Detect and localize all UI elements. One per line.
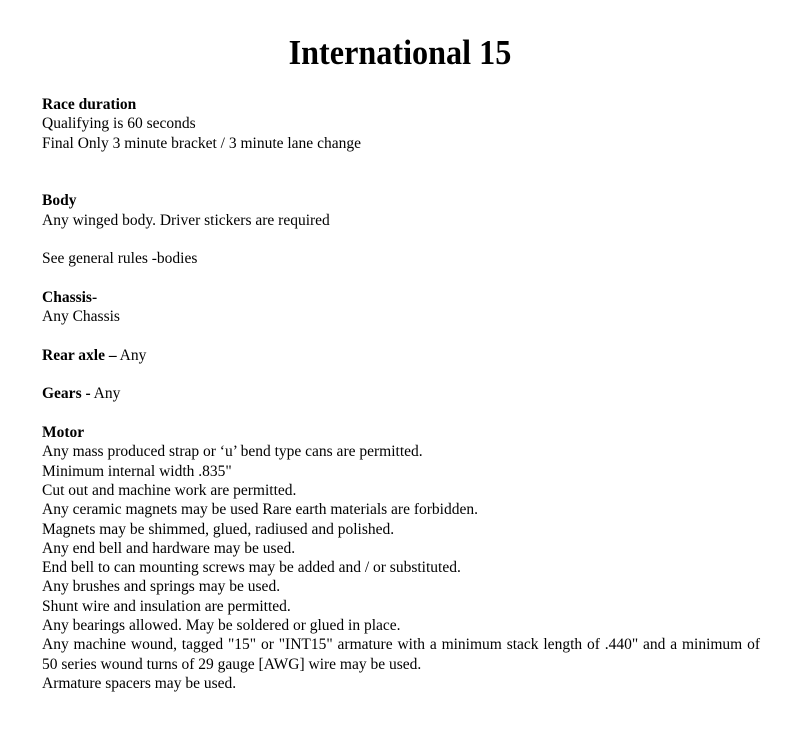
motor-rule: Cut out and machine work are permitted. [42, 481, 297, 499]
motor-rule: Minimum internal width .835" [42, 462, 232, 480]
section-line: Final Only 3 minute bracket / 3 minute lane change [42, 134, 361, 152]
section-note: See general rules -bodies [42, 250, 198, 268]
motor-rule: Shunt wire and insulation are permitted. [42, 597, 291, 615]
section-value: Any [90, 385, 121, 403]
section-race-duration [42, 95, 760, 153]
motor-rule: Any mass produced strap or ‘u’ bend type cans are permitted. [42, 443, 423, 461]
spacer [42, 153, 760, 192]
section-value: Any [116, 346, 147, 364]
document-title: International 15 [288, 33, 512, 72]
section-rear-axle [42, 346, 760, 365]
motor-rule: Any bearings allowed. May be soldered or glued in place. [42, 617, 401, 635]
motor-rule: Any machine wound, tagged "15" or "INT15" armature with a minimum stack length of .440" and a minimum of 50 series wound turns of 29 gauge [AWG] wire may be used. [42, 636, 760, 673]
motor-rule: Any brushes and springs may be used. [42, 578, 281, 596]
spacer [42, 230, 760, 249]
section-heading: Chassis- [42, 288, 98, 306]
spacer [42, 327, 760, 346]
section-heading: Rear axle – [42, 346, 117, 364]
motor-rule: Any end bell and hardware may be used. [42, 539, 296, 557]
spacer [42, 404, 760, 423]
section-heading: Body [42, 192, 77, 210]
section-heading: Race duration [42, 96, 137, 113]
section-line: Qualifying is 60 seconds [42, 115, 196, 133]
motor-rule: Any ceramic magnets may be used Rare earth materials are forbidden. [42, 501, 478, 519]
motor-rule: End bell to can mounting screws may be added and / or substituted. [42, 559, 461, 577]
motor-rule: Armature spacers may be used. [42, 674, 237, 692]
spacer [42, 365, 760, 384]
section-motor [42, 423, 760, 693]
section-body [42, 191, 760, 268]
section-heading: Gears - [42, 385, 91, 403]
section-chassis [42, 288, 760, 327]
spacer [42, 269, 760, 288]
section-gears [42, 384, 760, 403]
section-line: Any winged body. Driver stickers are required [42, 211, 330, 229]
section-heading: Motor [42, 424, 85, 442]
section-line: Any Chassis [42, 308, 120, 326]
document-body [42, 95, 760, 693]
motor-rule: Magnets may be shimmed, glued, radiused and polished. [42, 520, 395, 538]
